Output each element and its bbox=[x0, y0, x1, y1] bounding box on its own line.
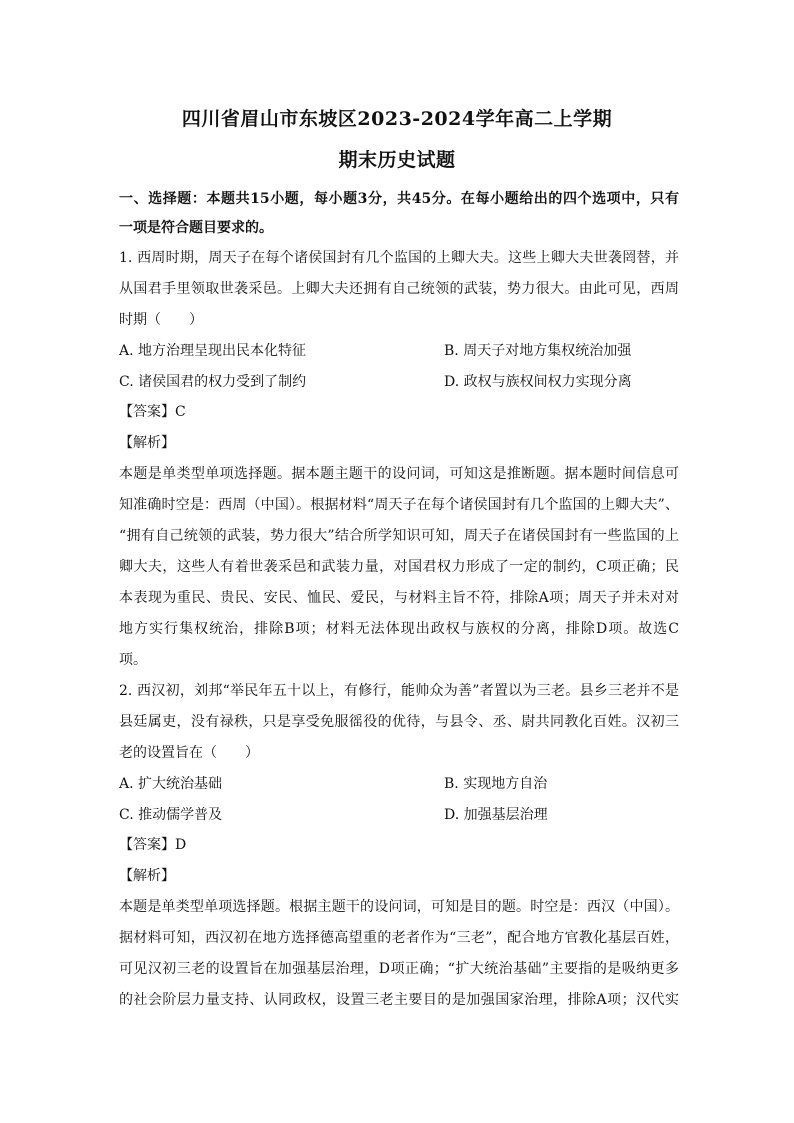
q1-analysis-line7: 项。 bbox=[119, 652, 147, 668]
q1-analysis-line5: 本表现为重民、贵民、安民、恤民、爱民，与材料主旨不符，排除A项；周天子并未对对 bbox=[119, 590, 679, 606]
section-header-line1: 一、选择题：本题共15小题，每小题3分，共45分。在每小题给出的四个选项中，只有 bbox=[119, 191, 679, 207]
q1-stem-line2: 从国君手里领取世袭采邑。上卿大夫还拥有自己统领的武装，势力很大。由此可见，西周 bbox=[119, 281, 679, 297]
q2-analysis-label: 【解析】 bbox=[119, 868, 175, 884]
q2-analysis-line1: 本题是单类型单项选择题。根据主题干的设问词，可知是目的题。时空是：西汉（中国）。 bbox=[119, 899, 679, 915]
section-header-line2: 一项是符合题目要求的。 bbox=[119, 220, 273, 236]
q1-option-d: D. 政权与族权间权力实现分离 bbox=[444, 374, 632, 390]
q1-option-b: B. 周天子对地方集权统治加强 bbox=[444, 343, 632, 359]
q2-stem-line1: 2. 西汉初，刘邦“举民年五十以上，有修行，能帅众为善”者置以为三老。县乡三老并不是 bbox=[119, 683, 679, 699]
q1-stem-line3: 时期（ ） bbox=[119, 312, 203, 328]
q2-stem-line3: 老的设置旨在（ ） bbox=[119, 745, 259, 761]
q2-analysis-line2: 据材料可知，西汉初在地方选择德高望重的老者作为“三老”，配合地方官教化基层百姓， bbox=[119, 930, 679, 946]
q2-option-d: D. 加强基层治理 bbox=[444, 807, 548, 823]
q2-answer: 【答案】D bbox=[119, 837, 187, 853]
exam-title-line2: 期末历史试题 bbox=[338, 149, 456, 171]
q1-analysis-label: 【解析】 bbox=[119, 435, 175, 451]
q1-analysis-line6: 地方实行集权统治，排除B项；材料无法体现出政权与族权的分离，排除D项。故选C bbox=[119, 621, 679, 637]
q2-analysis-line4: 的社会阶层力量支持、认同政权，设置三老主要目的是加强国家治理，排除A项；汉代实 bbox=[119, 992, 679, 1008]
q1-analysis-line4: 卿大夫，这些人有着世袭采邑和武装力量，对国君权力形成了一定的制约，C项正确；民 bbox=[119, 559, 679, 575]
q1-analysis-line3: “拥有自己统领的武装，势力很大”结合所学知识可知，周天子在诸侯国封有一些监国的上 bbox=[119, 528, 679, 544]
q2-analysis-line3: 可见汉初三老的设置旨在加强基层治理，D项正确；“扩大统治基础”主要指的是吸纳更多 bbox=[119, 961, 679, 977]
q1-analysis-line1: 本题是单类型单项选择题。据本题主题干的设问词，可知这是推断题。据本题时间信息可 bbox=[119, 466, 679, 482]
exam-title-line1: 四川省眉山市东坡区2023-2024学年高二上学期 bbox=[181, 108, 613, 130]
q1-option-a: A. 地方治理呈现出民本化特征 bbox=[119, 343, 307, 359]
q2-option-b: B. 实现地方自治 bbox=[444, 776, 548, 792]
q2-option-a: A. 扩大统治基础 bbox=[119, 776, 223, 792]
q2-option-c: C. 推动儒学普及 bbox=[119, 807, 223, 823]
q1-analysis-line2: 知准确时空是：西周（中国）。根据材料“周天子在每个诸侯国封有几个监国的上卿大夫”、 bbox=[119, 497, 679, 513]
q2-stem-line2: 县廷属吏，没有禄秩，只是享受免服徭役的优待，与县令、丞、尉共同教化百姓。汉初三 bbox=[119, 714, 679, 730]
q1-option-c: C. 诸侯国君的权力受到了制约 bbox=[119, 374, 307, 390]
q1-stem-line1: 1. 西周时期，周天子在每个诸侯国封有几个监国的上卿大夫。这些上卿大夫世袭罔替，并 bbox=[119, 250, 679, 266]
q1-answer: 【答案】C bbox=[119, 404, 186, 420]
